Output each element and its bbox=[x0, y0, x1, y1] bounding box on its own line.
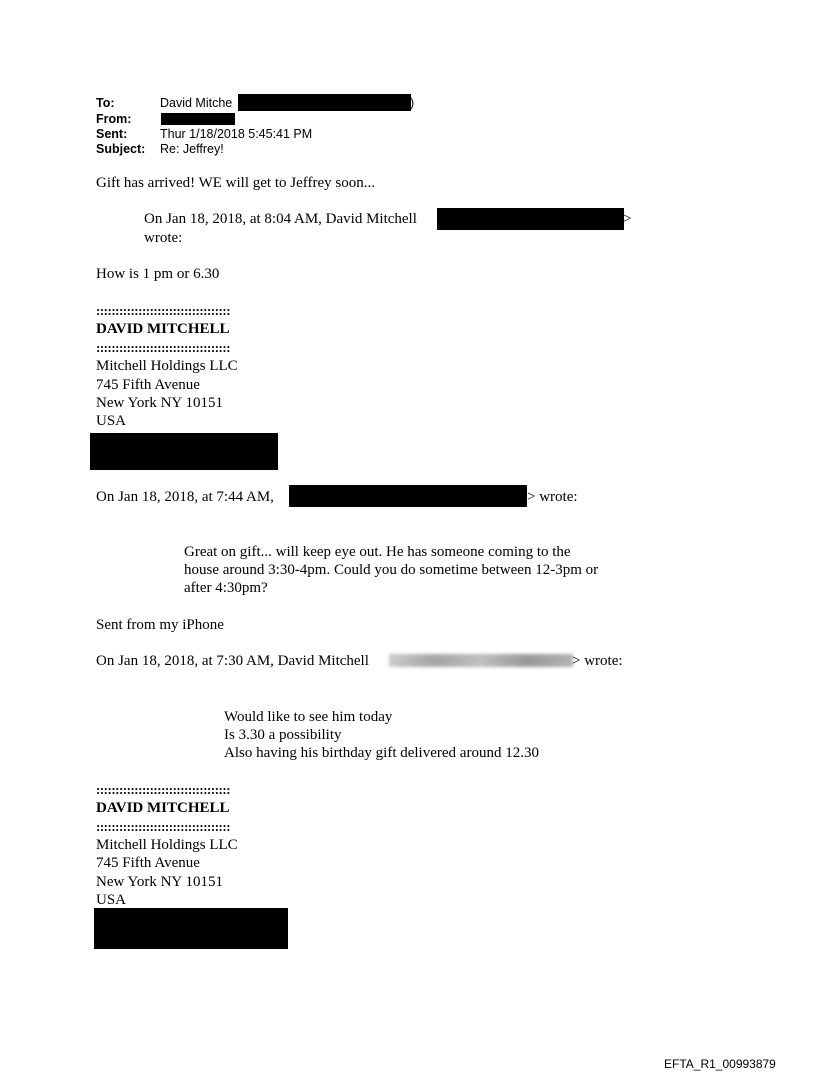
quote1-header-line1: On Jan 18, 2018, at 8:04 AM, David Mitchell bbox=[144, 211, 417, 227]
signature-dots-bottom: ::::::::::::::::::::::::::::::::::: bbox=[96, 340, 231, 355]
signature-dots-bottom: ::::::::::::::::::::::::::::::::::: bbox=[96, 819, 231, 834]
signature-dots-top: ::::::::::::::::::::::::::::::::::: bbox=[96, 303, 231, 318]
quote1-header-tail: > bbox=[623, 211, 632, 227]
signature-company: Mitchell Holdings LLC bbox=[96, 837, 238, 853]
quote3-header: On Jan 18, 2018, at 7:30 AM, David Mitchell bbox=[96, 653, 369, 669]
signature-city: New York NY 10151 bbox=[96, 395, 223, 411]
quote1-header-line2: wrote: bbox=[144, 230, 183, 246]
quote2-line: Great on gift... will keep eye out. He has someone coming to the bbox=[184, 544, 571, 560]
signature-street: 745 Fifth Avenue bbox=[96, 855, 200, 871]
redaction-quote1-email bbox=[437, 208, 624, 230]
signature-street: 745 Fifth Avenue bbox=[96, 377, 200, 393]
subject-label: Subject: bbox=[96, 142, 146, 156]
sent-label: Sent: bbox=[96, 127, 128, 141]
quote3-header-tail: > wrote: bbox=[572, 653, 623, 669]
quote2-header-tail: > wrote: bbox=[527, 489, 578, 505]
redaction-quote3-email bbox=[389, 654, 573, 667]
redaction-to-email bbox=[238, 94, 411, 111]
from-label: From: bbox=[96, 112, 132, 126]
signature-country: USA bbox=[96, 892, 127, 908]
signature-dots-top: ::::::::::::::::::::::::::::::::::: bbox=[96, 782, 231, 797]
sent-from-iphone: Sent from my iPhone bbox=[96, 617, 224, 633]
to-label: To: bbox=[96, 96, 115, 110]
quote2-header: On Jan 18, 2018, at 7:44 AM, bbox=[96, 489, 274, 505]
signature-name: DAVID MITCHELL bbox=[96, 321, 230, 337]
signature-city: New York NY 10151 bbox=[96, 874, 223, 890]
quote3-line: Is 3.30 a possibility bbox=[224, 727, 342, 743]
redaction-signature-2 bbox=[94, 908, 288, 949]
signature-company: Mitchell Holdings LLC bbox=[96, 358, 238, 374]
quote3-line: Would like to see him today bbox=[224, 709, 393, 725]
quote1-text: How is 1 pm or 6.30 bbox=[96, 266, 220, 282]
signature-name: DAVID MITCHELL bbox=[96, 800, 230, 816]
to-value: David Mitche bbox=[160, 96, 233, 110]
document-id: EFTA_R1_00993879 bbox=[664, 1057, 776, 1071]
subject-value: Re: Jeffrey! bbox=[160, 142, 224, 156]
reply-text: Gift has arrived! WE will get to Jeffrey soon... bbox=[96, 175, 375, 191]
redaction-signature-1 bbox=[90, 433, 278, 470]
signature-country: USA bbox=[96, 413, 127, 429]
quote2-line: after 4:30pm? bbox=[184, 580, 268, 596]
sent-value: Thur 1/18/2018 5:45:41 PM bbox=[160, 127, 313, 141]
quote3-line: Also having his birthday gift delivered around 12.30 bbox=[224, 745, 539, 761]
to-value-tail: ) bbox=[410, 96, 415, 110]
quote2-line: house around 3:30-4pm. Could you do sometime between 12-3pm or bbox=[184, 562, 599, 578]
redaction-from bbox=[161, 113, 235, 125]
redaction-quote2-sender bbox=[289, 485, 527, 507]
